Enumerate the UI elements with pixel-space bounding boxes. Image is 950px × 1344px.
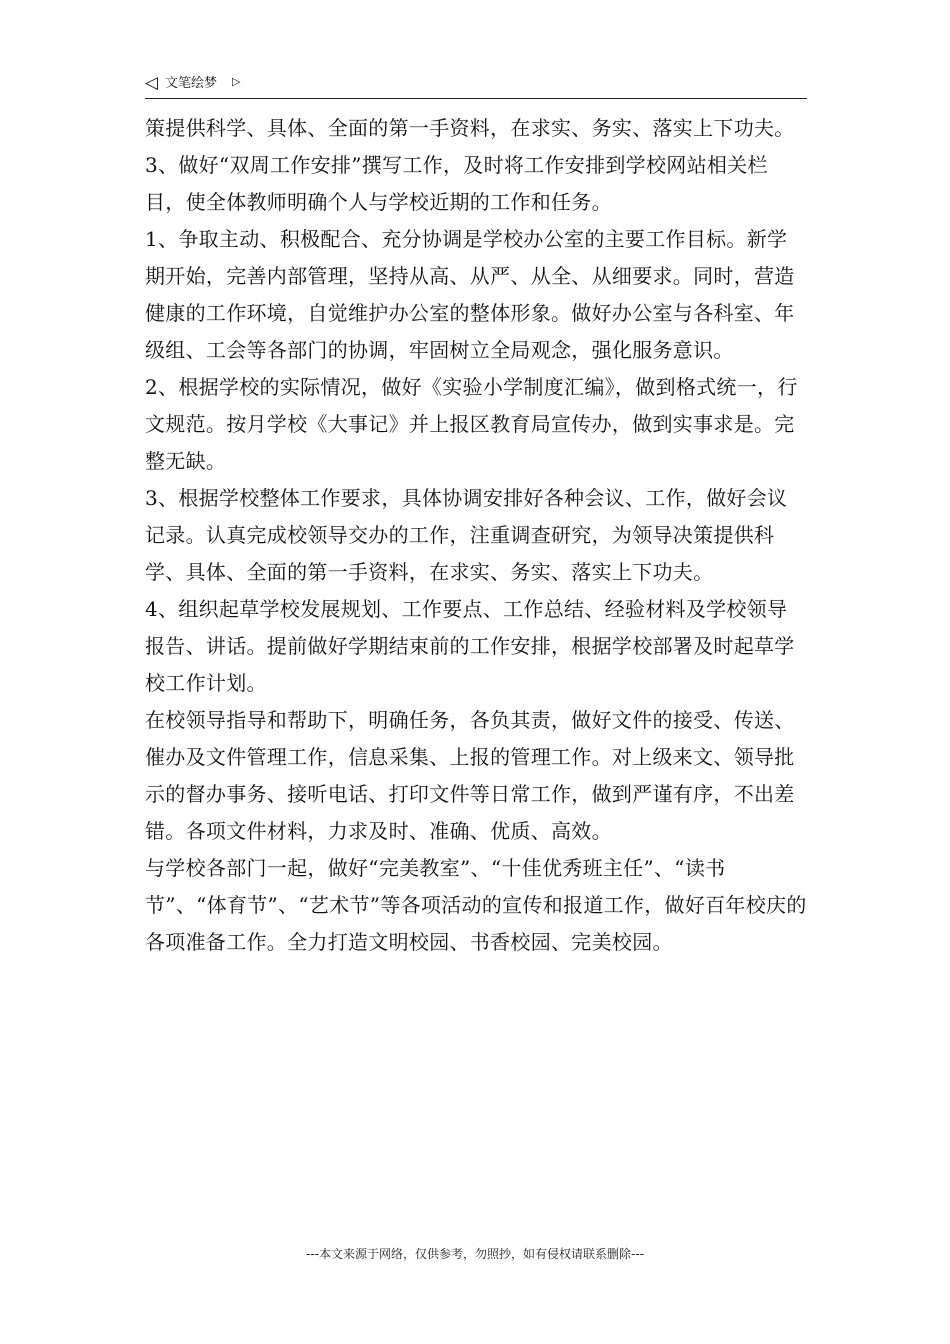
header-title: 文笔绘梦	[165, 76, 218, 91]
paragraph: 在校领导指导和帮助下，明确任务，各负其责，做好文件的接受、传送、催办及文件管理工作，信息采集、上报的管理工作。对上级来文、领导批示的督办事务、接听电话、打印文件等日常工作，做到严谨有序，不出差错。各项文件材料，力求及时、准确、优质、高效。	[145, 708, 795, 843]
document-body	[145, 110, 807, 961]
left-triangle-icon: ◁	[145, 73, 159, 93]
footer-disclaimer: ---本文来源于网络，仅供参考，勿照抄，如有侵权请联系删除---	[306, 1247, 644, 1261]
paragraph: 2、根据学校的实际情况，做好《实验小学制度汇编》，做到格式统一，行文规范。按月学校《大事记》并上报区教育局宣传办，做到实事求是。完整无缺。	[145, 375, 798, 473]
paragraph: 4、组织起草学校发展规划、工作要点、工作总结、经验材料及学校领导报告、讲话。提前做好学期结束前的工作安排，根据学校部署及时起草学校工作计划。	[145, 597, 795, 695]
paragraph: 3、根据学校整体工作要求，具体协调安排好各种会议、工作，做好会议记录。认真完成校领导交办的工作，注重调查研究，为领导决策提供科学、具体、全面的第一手资料，在求实、务实、落实上下功夫。	[145, 486, 788, 584]
paragraph: 1、争取主动、积极配合、充分协调是学校办公室的主要工作目标。新学期开始，完善内部管理，坚持从高、从严、从全、从细要求。同时，营造健康的工作环境，自觉维护办公室的整体形象。做好办公室与各科室、年级组、工会等各部门的协调，牢固树立全局观念，强化服务意识。	[145, 227, 795, 362]
right-triangle-icon: ▷	[232, 75, 241, 88]
page-header	[145, 72, 807, 99]
paragraph: 3、做好“双周工作安排”撰写工作，及时将工作安排到学校网站相关栏目，使全体教师明确个人与学校近期的工作和任务。	[145, 153, 768, 214]
paragraph: 与学校各部门一起，做好“完美教室”、“十佳优秀班主任”、“读书节”、“体育节”、“艺术节”等各项活动的宣传和报道工作，做好百年校庆的各项准备工作。全力打造文明校园、书香校园、完美校园。	[145, 856, 807, 954]
paragraph: 策提供科学、具体、全面的第一手资料，在求实、务实、落实上下功夫。	[145, 116, 795, 140]
